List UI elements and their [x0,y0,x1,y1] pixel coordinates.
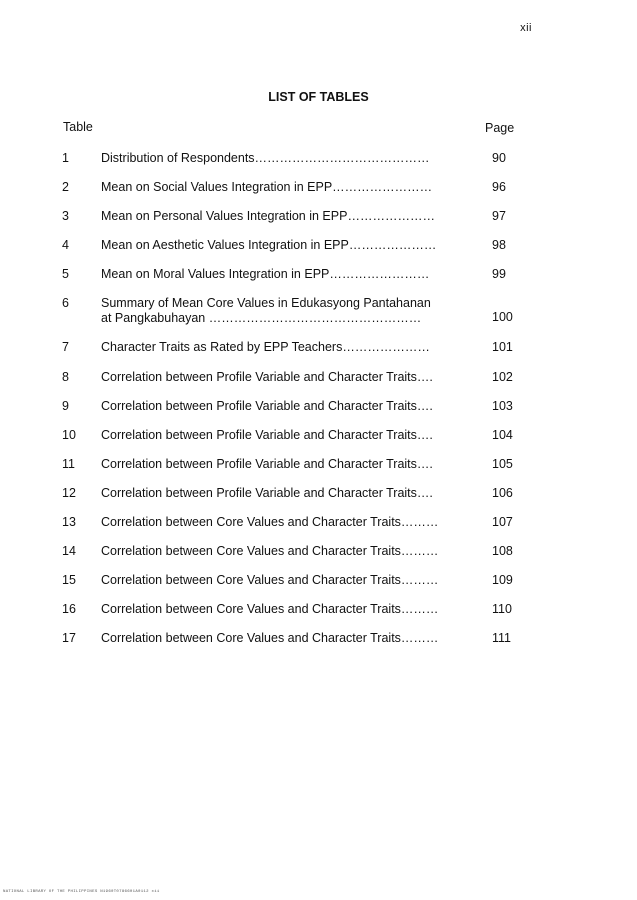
page-ref: 110 [492,602,512,617]
table-number: 15 [62,573,76,588]
list-item [0,267,637,296]
table-caption [101,631,456,646]
list-item [0,602,637,631]
caption-line: Correlation between Core Values and Character Traits……… [101,631,439,646]
page-column-header: Page [485,121,515,135]
page-ref: 109 [492,573,513,588]
page-ref: 101 [492,340,513,355]
table-caption [101,457,456,472]
page-ref: 102 [492,369,513,384]
page-ref: 107 [492,515,513,530]
page-ref: 98 [492,238,506,253]
table-caption [101,544,456,559]
caption-line: Distribution of Respondents…………………………………… [101,151,430,165]
caption-line: Correlation between Profile Variable and Character Traits…. [101,485,433,500]
table-caption [101,370,456,385]
caption-line: Correlation between Profile Variable and Character Traits…. [101,427,433,442]
table-number: 7 [62,340,69,355]
caption-line: Mean on Personal Values Integration in EPP………………… [101,209,435,224]
table-number: 16 [62,602,76,617]
footer-stamp: NATIONAL LIBRARY OF THE PHILIPPINES N1960T0786601A0112 xii [3,890,160,894]
page-ref: 111 [492,631,512,646]
caption-line: at Pangkabuhayan …………………………………………… [101,311,422,326]
list-item [0,180,637,209]
caption-line: Character Traits as Rated by EPP Teachers………………… [101,340,430,355]
table-caption [101,296,456,326]
list-item [0,238,637,267]
page-ref: 97 [492,209,506,224]
table-number: 8 [62,369,69,384]
list-item [0,573,637,602]
caption-line: Correlation between Core Values and Character Traits……… [101,544,439,559]
list-item [0,399,637,428]
table-caption [101,428,456,443]
page-ref: 103 [492,398,513,413]
caption-line: Correlation between Core Values and Character Traits……… [101,602,439,617]
table-caption [101,573,456,588]
page-ref: 90 [492,151,506,165]
list-item [0,296,637,340]
page-ref: 108 [492,544,513,559]
table-number: 10 [62,427,76,442]
caption-line: Mean on Social Values Integration in EPP…………………… [101,180,433,195]
table-number: 17 [62,631,76,646]
table-caption [101,151,456,166]
table-number: 3 [62,209,69,224]
table-caption [101,238,456,253]
list-item [0,151,637,180]
caption-line: Correlation between Core Values and Character Traits……… [101,515,439,530]
page-number: xii [520,22,532,34]
table-caption [101,209,456,224]
table-column-header: Table [63,120,93,134]
caption-line: Correlation between Profile Variable and Character Traits…. [101,398,433,413]
page-ref: 96 [492,180,506,195]
table-number: 2 [62,180,69,195]
caption-line: Mean on Aesthetic Values Integration in EPP………………… [101,238,437,253]
list-item [0,370,637,399]
list-item [0,209,637,238]
caption-line: Correlation between Profile Variable and Character Traits…. [101,369,433,384]
list-item [0,457,637,486]
table-number: 4 [62,238,69,253]
table-number: 5 [62,267,69,282]
page-ref: 99 [492,267,506,282]
table-number: 12 [62,485,76,500]
list-item [0,515,637,544]
table-caption [101,267,456,282]
page-ref: 100 [492,310,513,325]
table-caption [101,515,456,530]
table-caption [101,486,456,501]
list-item [0,340,637,369]
list-item [0,631,637,660]
table-caption [101,399,456,414]
caption-line: Correlation between Core Values and Character Traits……… [101,573,439,588]
page-title: LIST OF TABLES [268,90,369,104]
table-number: 11 [62,456,75,471]
table-number: 1 [62,151,69,165]
table-caption [101,180,456,195]
list-item [0,544,637,573]
table-number: 6 [62,296,69,311]
table-number: 14 [62,544,76,559]
table-caption [101,340,456,355]
page-ref: 106 [492,485,513,500]
page-ref: 105 [492,456,513,471]
caption-line: Mean on Moral Values Integration in EPP…………………… [101,267,430,282]
table-list [0,151,637,661]
list-item [0,428,637,457]
table-number: 9 [62,398,69,413]
table-caption [101,602,456,617]
list-item [0,486,637,515]
caption-line: Summary of Mean Core Values in Edukasyong Pantahanan [101,296,431,311]
page-ref: 104 [492,427,513,442]
table-number: 13 [62,515,76,530]
caption-line: Correlation between Profile Variable and Character Traits…. [101,456,433,471]
